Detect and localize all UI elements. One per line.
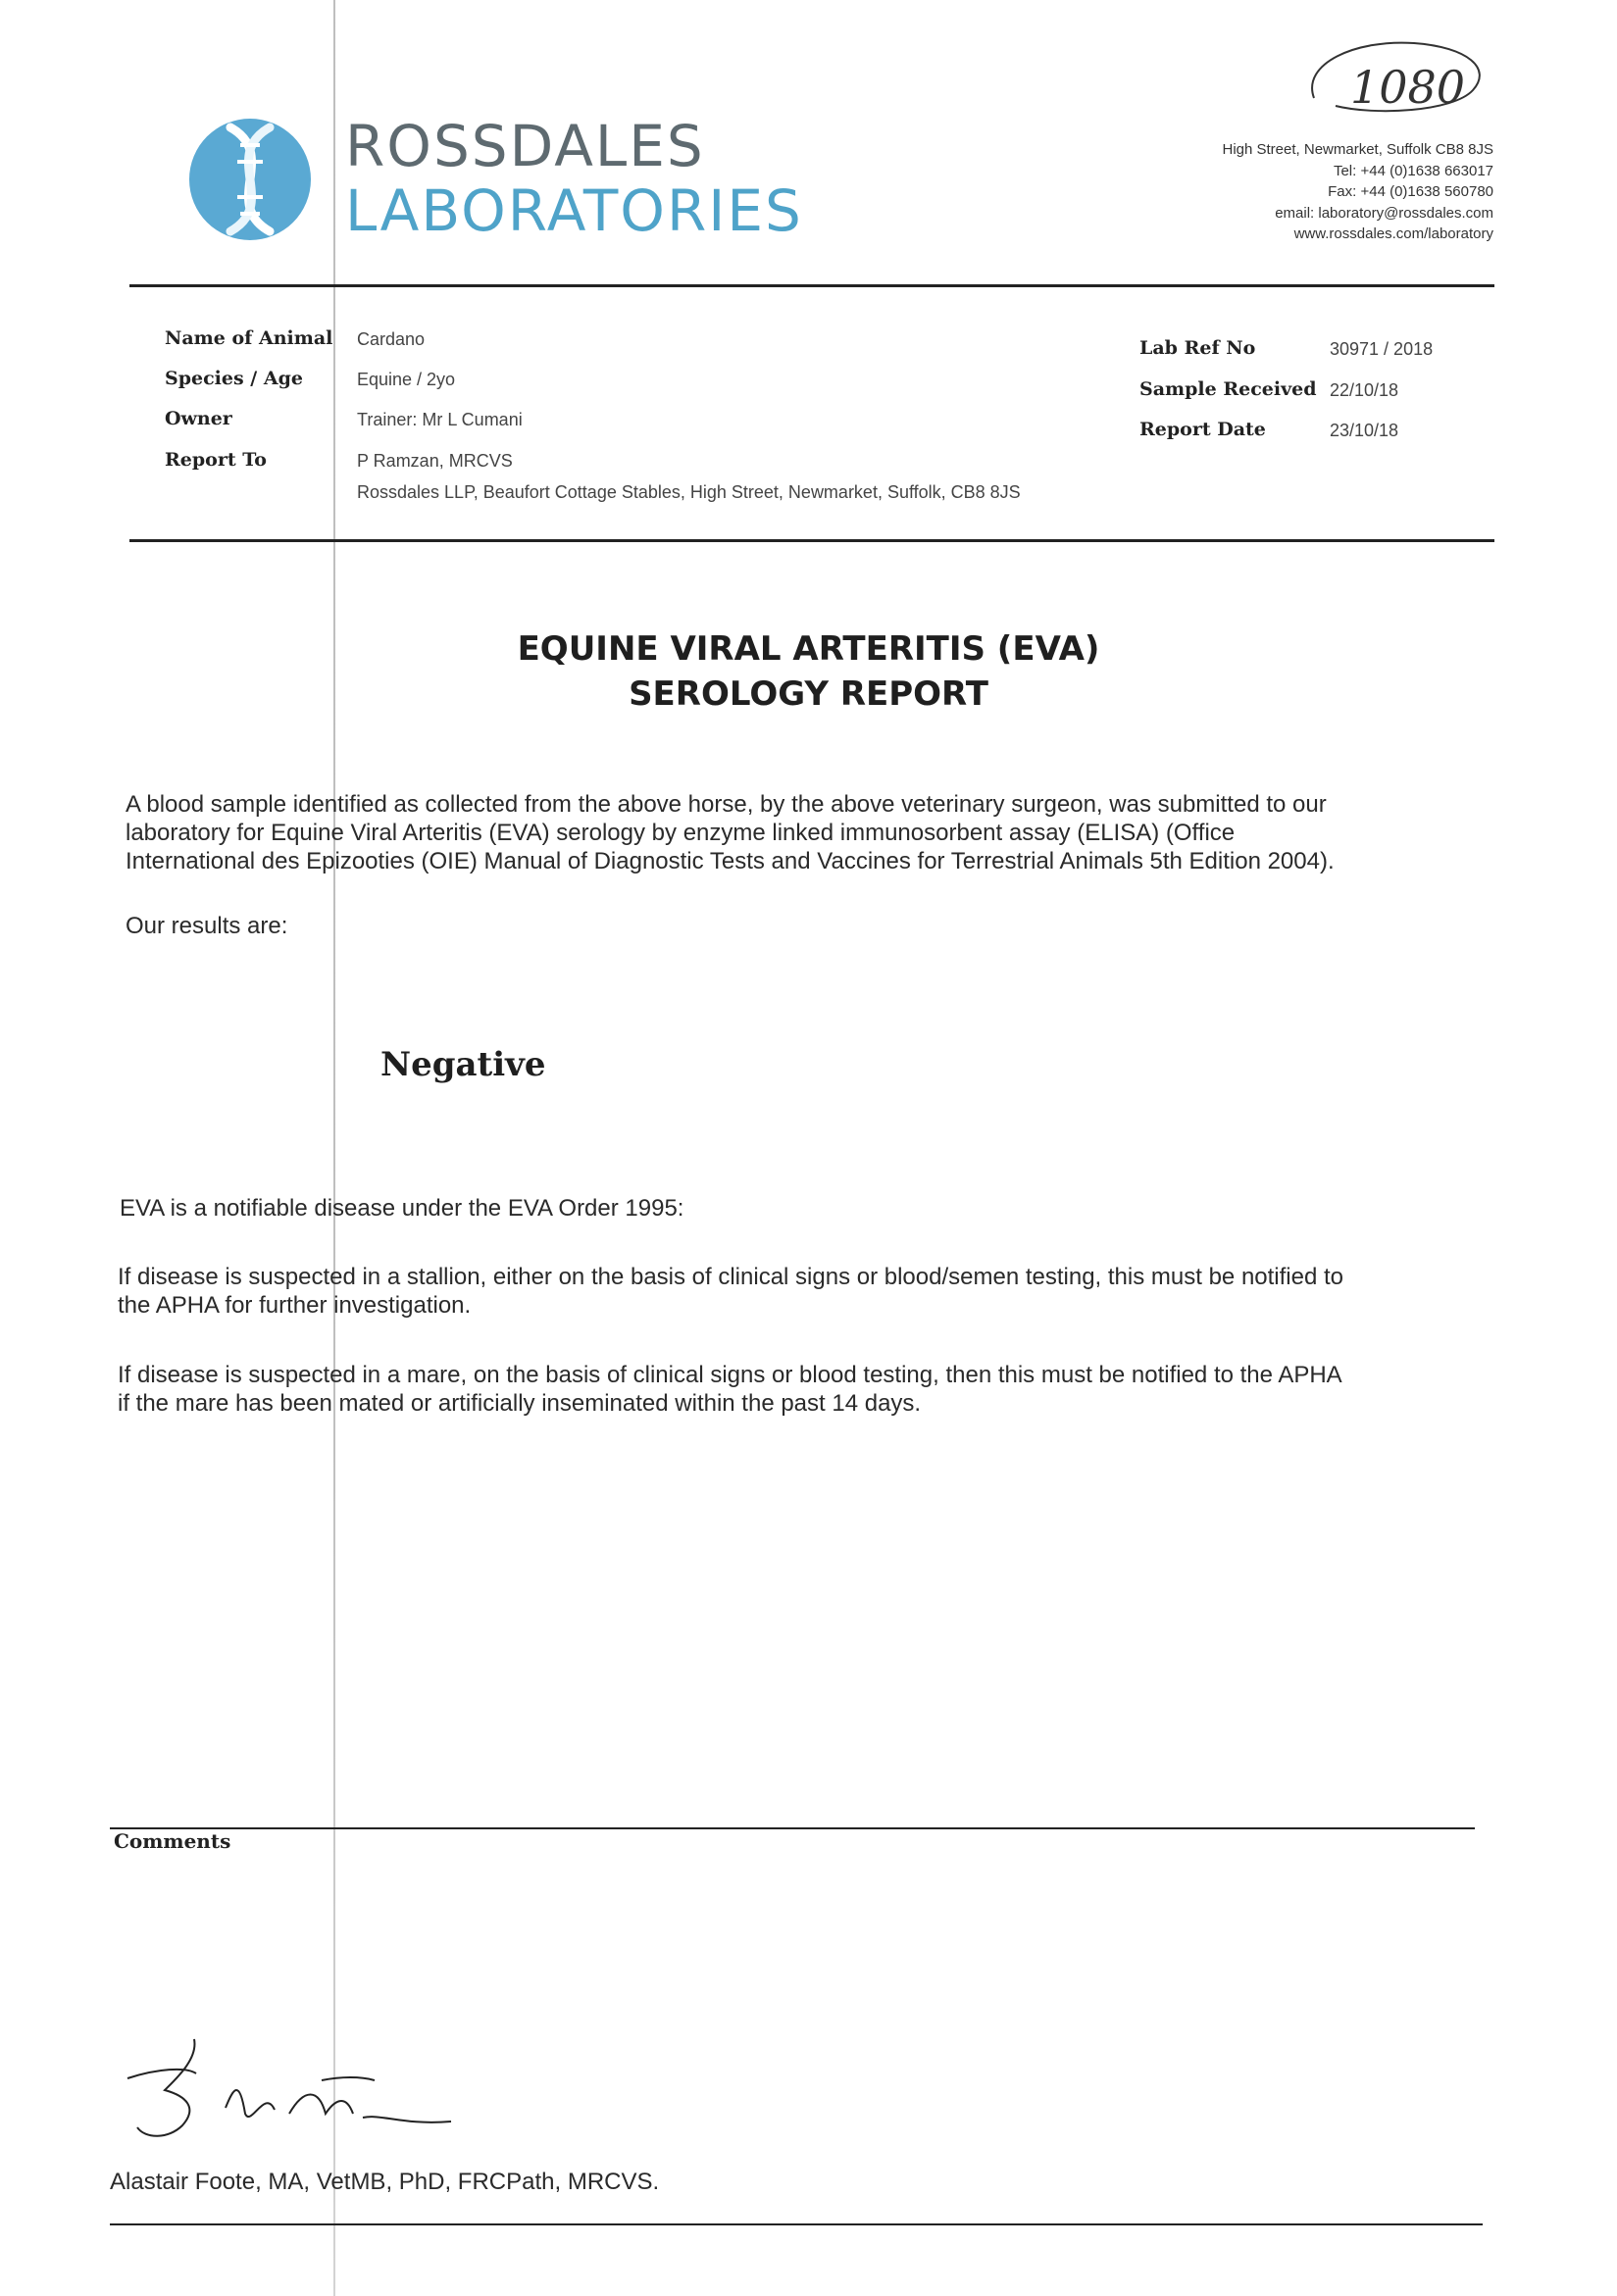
owner-label: Owner <box>165 408 232 429</box>
report-to-address: Rossdales LLP, Beaufort Cottage Stables, High Street, Newmarket, Suffolk, CB8 8JS <box>357 482 1021 502</box>
phone-line: Tel: +44 (0)1638 663017 <box>1333 162 1493 179</box>
report-to-name: P Ramzan, MRCVS <box>357 451 513 471</box>
intro-paragraph <box>126 790 1335 875</box>
test-result: Negative <box>380 1045 546 1084</box>
name-value: Cardano <box>357 329 426 349</box>
mare-paragraph <box>118 1361 1342 1418</box>
handwritten-ref-number: 1080 <box>1350 61 1466 114</box>
mare-line: if the mare has been mated or artificially inseminated within the past 14 days. <box>118 1390 922 1417</box>
species-label: Species / Age <box>165 368 303 389</box>
report-date-value: 23/10/18 <box>1330 421 1399 440</box>
lab-ref-label: Lab Ref No <box>1139 337 1256 359</box>
stallion-line: If disease is suspected in a stallion, either on the basis of clinical signs or blood/semen testing, this must be notified to <box>118 1264 1344 1290</box>
scan-artifact-line <box>333 0 335 2296</box>
lab-ref-value: 30971 / 2018 <box>1330 339 1434 359</box>
website-line: www.rossdales.com/laboratory <box>1293 225 1493 242</box>
stallion-paragraph <box>118 1263 1343 1320</box>
signatory-name: Alastair Foote, MA, VetMB, PhD, FRCPath, MRCVS. <box>110 2169 660 2195</box>
brand-subtitle: LABORATORIES <box>345 177 803 244</box>
footer-divider <box>110 2223 1483 2225</box>
brand-name: ROSSDALES <box>345 113 705 179</box>
dna-helix-icon <box>186 116 314 243</box>
stallion-line: the APHA for further investigation. <box>118 1292 472 1319</box>
species-value: Equine / 2yo <box>357 370 456 389</box>
owner-value: Trainer: Mr L Cumani <box>357 410 523 429</box>
notifiable-statement: EVA is a notifiable disease under the EVA Order 1995: <box>120 1195 684 1222</box>
handwritten-reference <box>1296 29 1492 127</box>
comments-label: Comments <box>114 1829 231 1853</box>
sample-received-value: 22/10/18 <box>1330 380 1399 400</box>
header-divider <box>129 284 1494 287</box>
report-date-label: Report Date <box>1139 419 1266 440</box>
intro-line: laboratory for Equine Viral Arteritis (EVA) serology by enzyme linked immunosorbent assay (ELISA) (Office <box>126 820 1236 846</box>
fax-line: Fax: +44 (0)1638 560780 <box>1328 183 1493 200</box>
report-subtitle: SEROLOGY REPORT <box>629 674 988 714</box>
mare-line: If disease is suspected in a mare, on the basis of clinical signs or blood testing, then this must be notified to the APHA <box>118 1362 1342 1388</box>
intro-line: International des Epizooties (OIE) Manual of Diagnostic Tests and Vaccines for Terrestrial Animals 5th Edition 2004). <box>126 848 1335 874</box>
comments-divider <box>110 1827 1475 1829</box>
signature-image <box>118 2020 471 2157</box>
sample-received-label: Sample Received <box>1139 378 1317 400</box>
results-intro: Our results are: <box>126 913 288 939</box>
details-divider <box>129 539 1494 542</box>
lab-address <box>1222 139 1493 245</box>
report-title: EQUINE VIRAL ARTERITIS (EVA) <box>517 629 1100 669</box>
address-line: High Street, Newmarket, Suffolk CB8 8JS <box>1222 141 1493 158</box>
email-line: email: laboratory@rossdales.com <box>1275 204 1493 222</box>
name-label: Name of Animal <box>165 327 333 349</box>
report-to-label: Report To <box>165 449 267 471</box>
intro-line: A blood sample identified as collected from the above horse, by the above veterinary surgeon, was submitted to our <box>126 791 1327 818</box>
